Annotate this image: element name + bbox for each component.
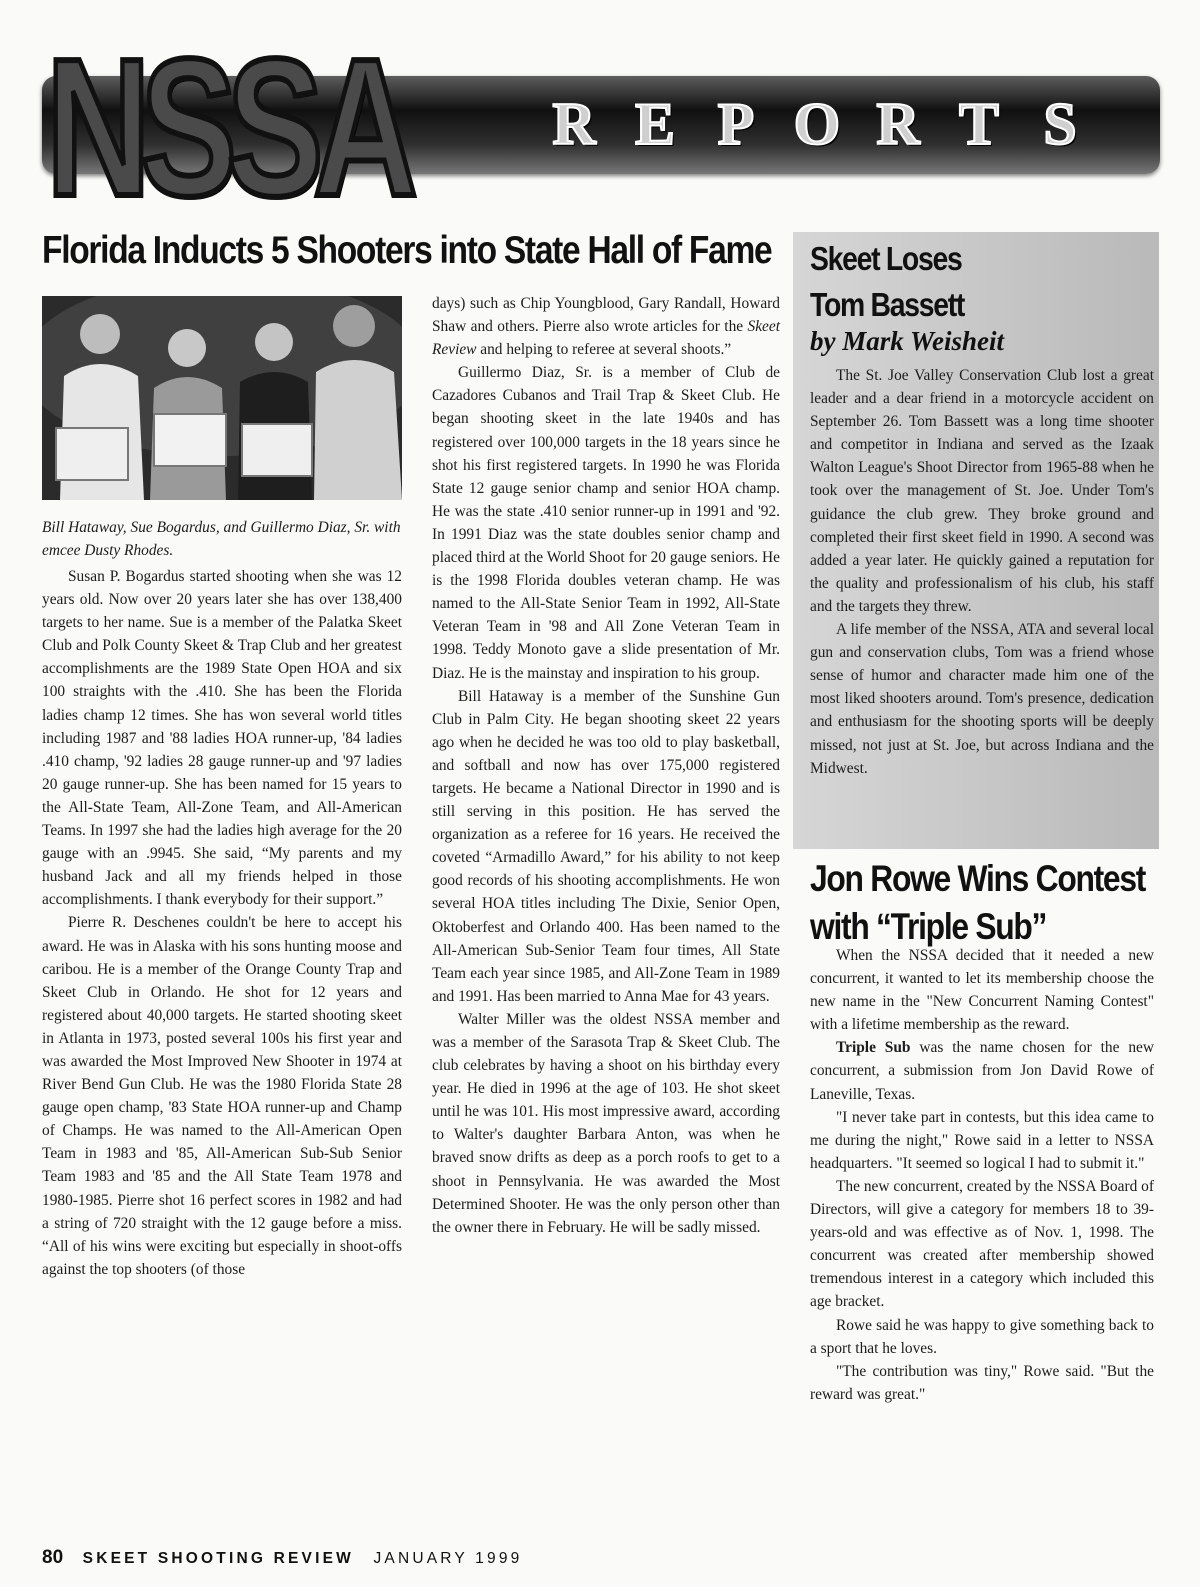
paragraph-rowe-3: "I never take part in contests, but this idea came to me during the night," Rowe said in a letter to NSSA headquarters. "It seemed so logical I had to submit it.": [810, 1108, 1154, 1172]
text-run: and helping to referee at several shoots.”: [476, 341, 732, 359]
paragraph-diaz: Guillermo Diaz, Sr. is a member of Club de Cazadores Cubanos and Trail Trap & Skeet Club. He began shooting skeet in the late 1940s and has registered over 100,000 targets in the 18 years since he shot his first registered targets. In 1990 he was Florida State 12 gauge senior champ and senior HOA champ. He was the state .410 senior runner-up in 1991 and '92. In 1991 Diaz was the state doubles senior champ and placed third at the World Shoot for 20 gauge seniors. He is the 1998 Florida doubles veteran champ. He was named to the All-State Senior Team in 1992, All-State Veteran Team in '98 and All Zone Veteran Team in 1998. Teddy Monoto gave a slide presentation of Mr. Diaz. He is the mainstay and inspiration to his group.: [432, 364, 780, 682]
article3-body: [810, 944, 1154, 1406]
article-headline-hall-of-fame: Florida Inducts 5 Shooters into State Hall of Fame: [42, 229, 772, 272]
article2-body: [810, 364, 1154, 780]
paragraph-rowe-5: Rowe said he was happy to give something back to a sport that he loves.: [810, 1316, 1154, 1357]
reports-letter: E: [634, 91, 676, 157]
text-run: was the name chosen for the new concurrent, a submission from Jon David Rowe of Laneville, Texas.: [810, 1039, 1154, 1103]
reports-letter: R: [552, 91, 596, 157]
reports-letter: P: [717, 91, 755, 157]
paragraph-deschenes: Pierre R. Deschenes couldn't be here to accept his award. He was in Alaska with his sons hunting moose and caribou. He is a member of the Orange County Trap and Skeet Club in Orlando. He shot for 12 years and registered about 40,000 targets. He started shooting skeet in Atlanta in 1973, posted several 100s his first year and was awarded the Most Improved New Shooter in 1974 at River Bend Gun Club. He was the 1980 Florida State 28 gauge open champ, '83 State HOA runner-up and Champ of Champs. He was named to the All-American Open Team in 1983 and '85, All-American Sub-Sub Senior Team 1983 and '85 and the All State Team 1978 and 1980-1985. Pierre shot 16 perfect scores in 1982 and had a string of 720 straight with the 12 gauge before a miss. “All of his wins were exciting but especially in shoot-offs against the top shooters (of those: [42, 914, 402, 1278]
paragraph-rowe-4: The new concurrent, created by the NSSA Board of Directors, will give a category for members 18 to 39-years-old and was effective as of Nov. 1, 1998. The concurrent was created after membership showed tremendous interest in a category which included this age bracket.: [810, 1177, 1154, 1311]
reports-letter: O: [793, 91, 841, 157]
article1-column-1: [42, 565, 402, 1281]
paragraph-hataway: Bill Hataway is a member of the Sunshine Gun Club in Palm City. He began shooting skeet 22 years ago when he decided he was too old to play basketball, and softball and now has over 175,000 registered targets. He became a National Director in 1990 and is still serving in this position. He has served the organization as a referee for 16 years. He received the coveted “Armadillo Award,” for his ability to not keep good records of his shooting accomplishments. He won several HOA titles including The Dixie, Senior Open, Oktoberfest and Orlando 400. Has been named to the All-American Sub-Senior Team four times, All State Team each year since 1985, and All-Zone Team in 1989 and 1991. Has been married to Anna Mae for 43 years.: [432, 687, 780, 1005]
paragraph-bassett-1: The St. Joe Valley Conservation Club lost a great leader and a dear friend in a motorcycle accident on September 26. Tom Bassett was a long time shooter and competitor in Indiana and served as the Izaak Walton League's Shoot Director from 1965-88 when he took over the management of St. Joe. Under Tom's guidance the club grew. They broke ground and completed their first skeet field in 1990. A second was added a year later. He quickly gained a reputation for the quality and professionalism of his club, his staff and the targets they threw.: [810, 367, 1154, 615]
headline-line: with “Triple Sub”: [810, 906, 1047, 947]
magazine-name: SKEET SHOOTING REVIEW: [82, 1550, 354, 1567]
inductees-photo: [42, 296, 402, 500]
article1-column-2: [432, 292, 780, 1239]
nssa-reports-banner: [42, 18, 1162, 237]
paragraph-bogardus: Susan P. Bogardus started shooting when she was 12 years old. Now over 20 years later she has over 138,400 targets to her name. Sue is a member of the Palatka Skeet Club and Polk County Skeet & Trap Club and her greatest accomplishments are the 1989 State Open HOA and six 100 straights with the .410. She has been the Florida ladies champ 12 times. She has won several world titles including 1987 and '88 ladies HOA runner-up, '84 ladies .410 champ, '92 ladies 28 gauge runner-up and '97 ladies 20 gauge runner-up. She has been named for 15 years to the All-State Team, All-Zone Team, and All-American Teams. In 1997 she had the ladies high average for the 20 gauge with an .9945. She said, “My parents and my husband Jack and all my friends helped in those accomplishments. I thank everybody for their support.”: [42, 568, 402, 909]
paragraph-rowe-6: "The contribution was tiny," Rowe said. "But the reward was great.": [810, 1362, 1154, 1403]
headline-line: Tom Bassett: [810, 286, 965, 323]
headline-line: Jon Rowe Wins Contest: [810, 858, 1146, 899]
photo-illustration: [42, 296, 402, 500]
headline-line: Skeet Loses: [810, 240, 962, 277]
reports-wordmark: [550, 84, 1084, 164]
byline: by Mark Weisheit: [810, 326, 1005, 356]
page-footer: [42, 1547, 522, 1569]
paragraph-miller: Walter Miller was the oldest NSSA member and was a member of the Sarasota Trap & Skeet Club. The club celebrates by having a shoot on his birthday every year. He died in 1996 at the age of 103. He shot skeet until he was 101. His most impressive award, according to Walter's daughter Barbara Anton, was when he braved snow drifts as deep as a porch roofs to get to a shoot in Pennsylvania. He was awarded the Most Determined Shooter. He was the only person other than the owner there in February. He will be sadly missed.: [432, 1010, 780, 1236]
text-run: days) such as Chip Youngblood, Gary Randall, Howard Shaw and others. Pierre also wrote articles for the: [432, 295, 780, 336]
reports-letter: R: [876, 91, 920, 157]
paragraph-deschenes-continued: [432, 292, 780, 361]
paragraph-rowe-2: [810, 1036, 1154, 1105]
concurrent-name: Triple Sub: [836, 1039, 911, 1057]
magazine-title: Skeet Review: [432, 318, 780, 359]
article-headline-bassett: [810, 236, 964, 328]
paragraph-rowe-1: When the NSSA decided that it needed a new concurrent, it wanted to let its membership choose the new name in the "New Concurrent Naming Contest" with a lifetime membership as the reward.: [810, 947, 1154, 1034]
article-headline-rowe: [810, 855, 1145, 951]
photo-caption: Bill Hataway, Sue Bogardus, and Guillermo Diaz, Sr. with emcee Dusty Rhodes.: [42, 519, 401, 559]
page-number: 80: [42, 1547, 64, 1568]
nssa-logo: NSSA: [46, 18, 408, 237]
paragraph-bassett-2: A life member of the NSSA, ATA and several local gun and conservation clubs, Tom was a friend whose sense of humor and character made him one of the most liked shooters around. Tom's presence, dedication and enthusiasm for the shooting sports will be deeply missed, not just at St. Joe, but across Indiana and the Midwest.: [810, 621, 1154, 777]
reports-letter: T: [958, 91, 1000, 157]
issue-date: JANUARY 1999: [373, 1550, 523, 1567]
reports-letter: S: [1043, 91, 1077, 157]
